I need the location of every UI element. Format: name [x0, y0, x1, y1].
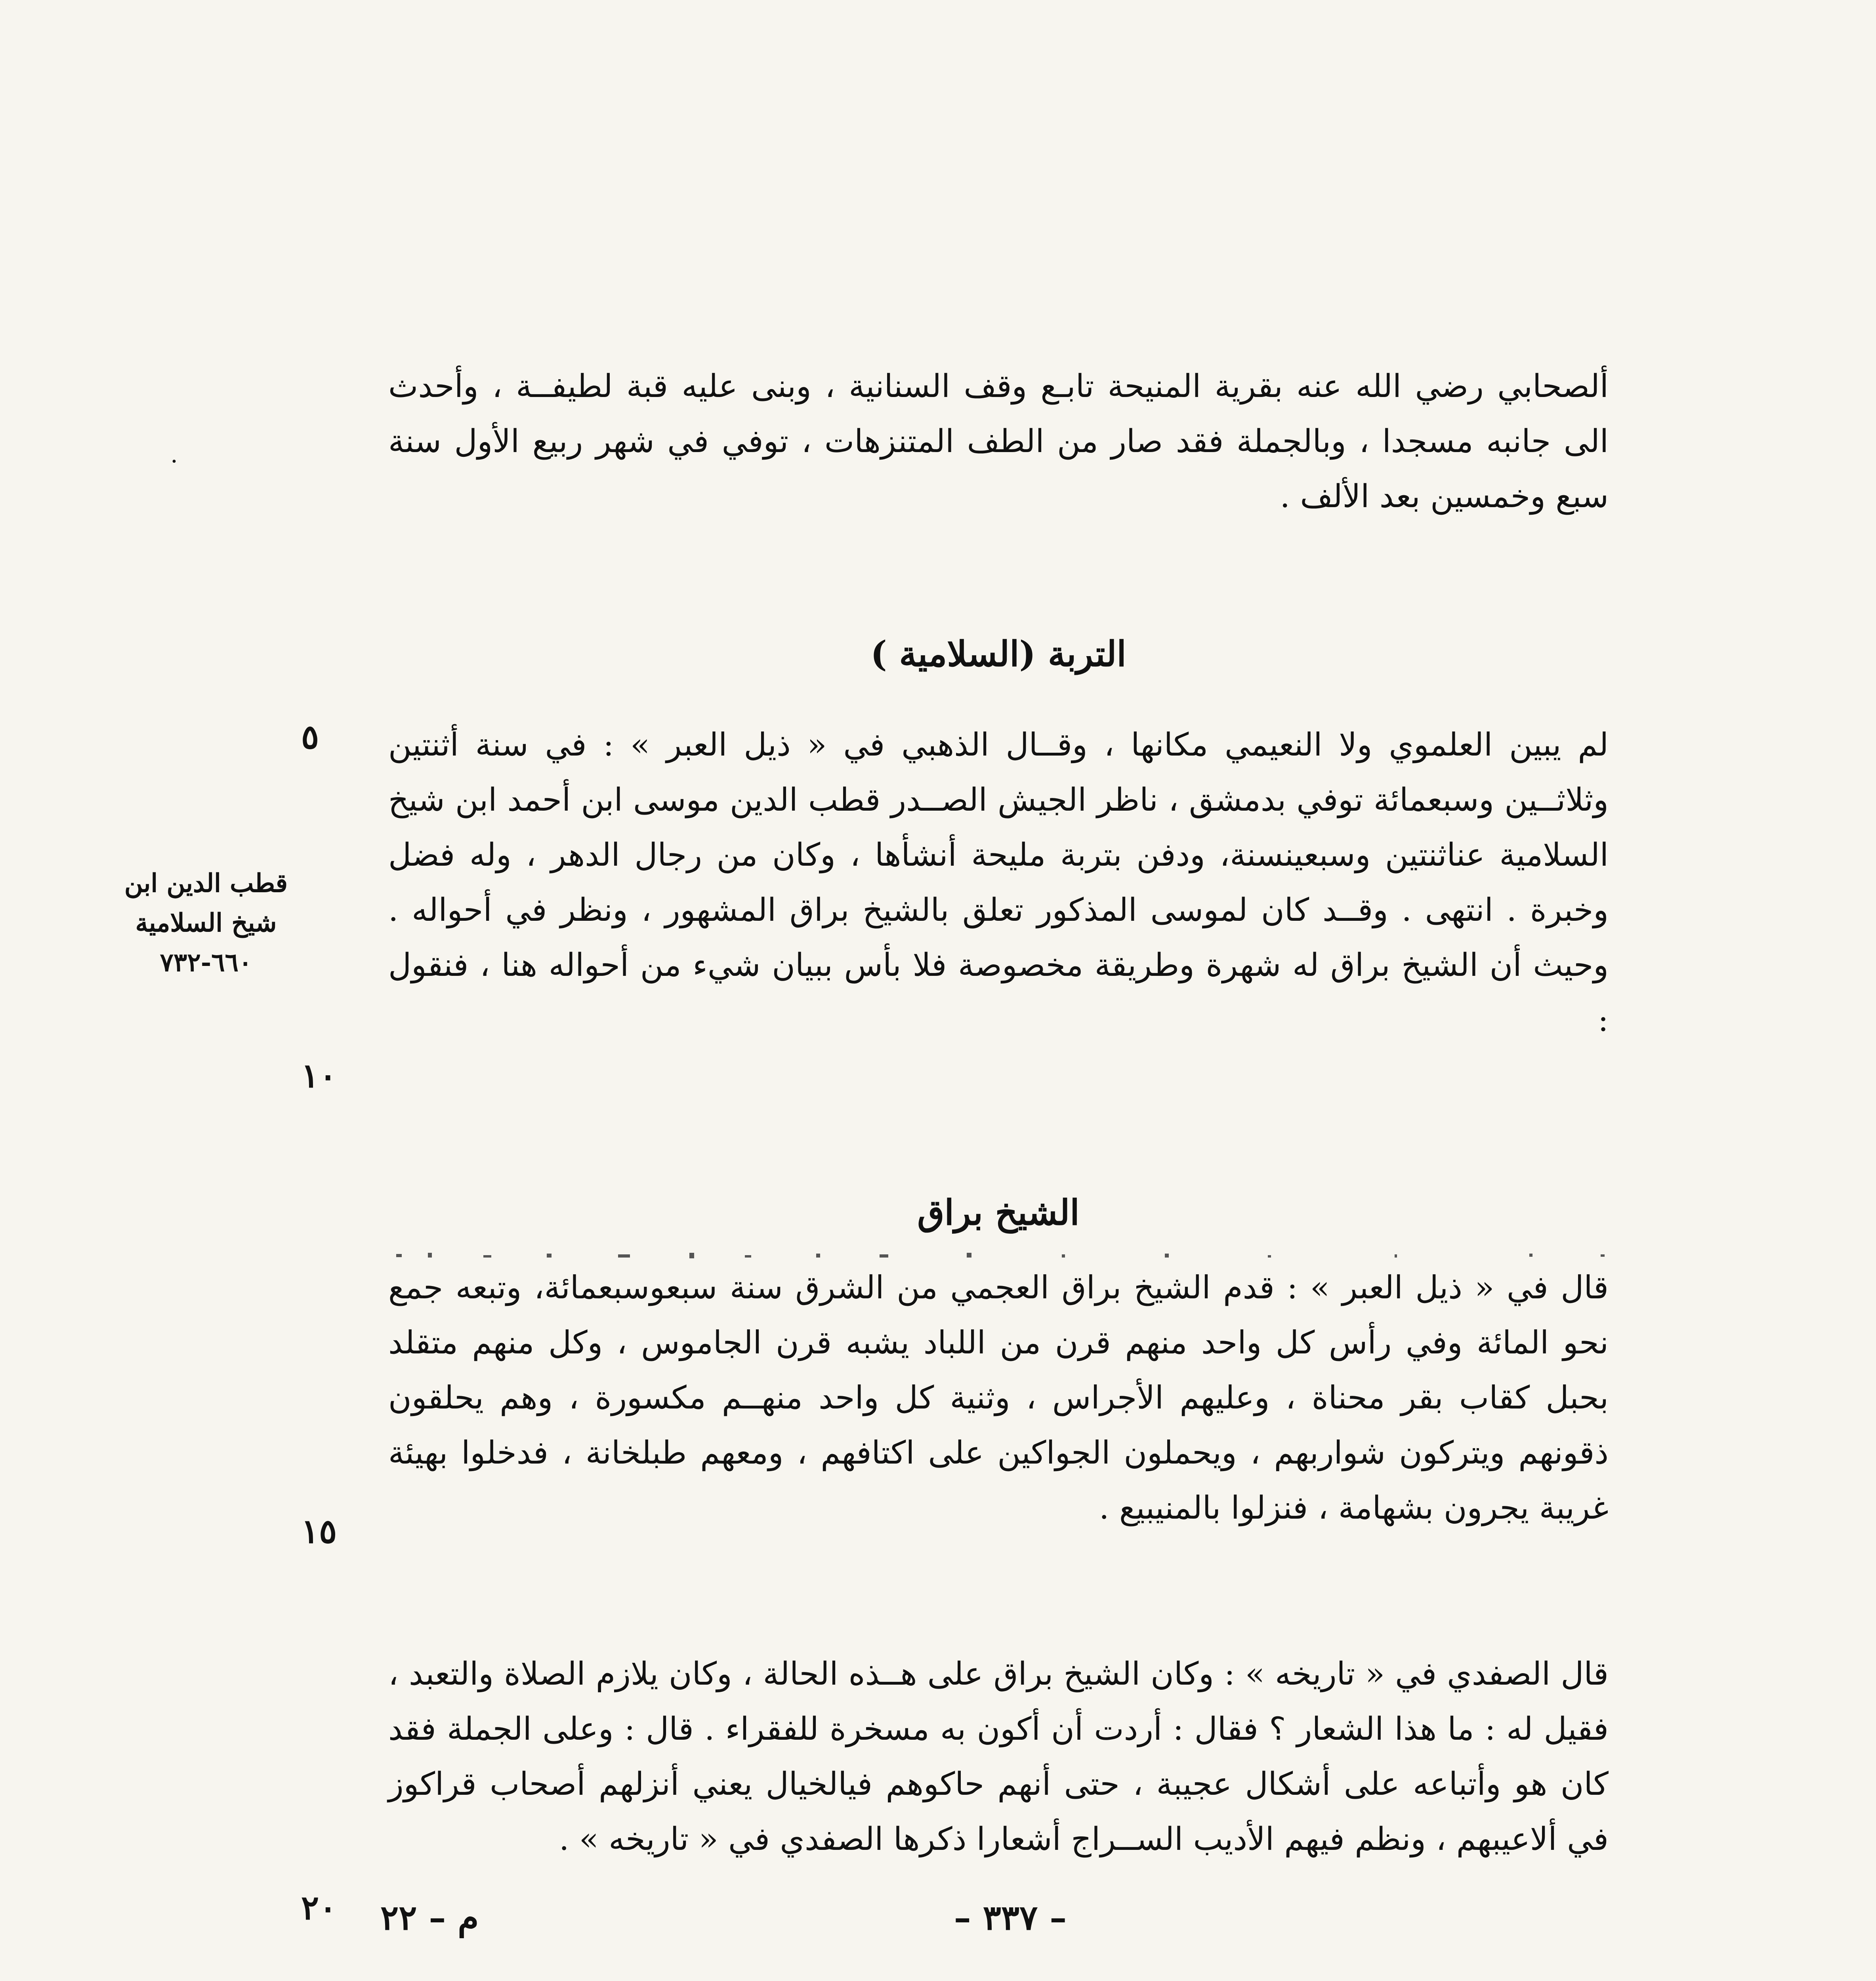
line-number-15: ١٥	[301, 1512, 337, 1551]
line-number-10: ١٠	[301, 1056, 337, 1095]
scan-speck: ·	[170, 448, 178, 475]
signature-mark: م – ٢٢	[380, 1898, 479, 1938]
margin-note-line: قطب الدين ابن	[124, 868, 288, 898]
paragraph-text: قال في « ذيل العبر » : قدم الشيخ براق العجمي من الشرق سنة سبعوسبعمائة، وتبعه جمع نحو المائة وفي رأس كل واحد منهم قرن من اللباد يشبه قرن الجاموس ، وكل منهم متقلد بحبل كقاب بقر محناة ، وعليهم الأجراس ، وثنية كل واحد منهــم مكسورة ، وهم يحلقون ذقونهم ويتركون شواربهم ، ويحملون الجواكين على اكتافهم ، ومعهم طبلخانة ، فدخلوا بهيئة غريبة يجرون بشهامة ، فنزلوا بالمنيبيع .	[388, 1269, 1609, 1526]
paragraph-dhayl-al-ibar	[388, 1260, 1609, 1535]
page-number: – ٣٣٧ –	[954, 1898, 1067, 1938]
line-number-20: ٢٠	[301, 1888, 337, 1927]
line-number-5: ٥	[301, 717, 319, 756]
paragraph-salamiya	[388, 717, 1609, 1048]
paragraph-safadi	[388, 1646, 1609, 1866]
margin-note-dates: ٦٦٠-٧٣٢	[160, 948, 252, 977]
paragraph-text: قال الصفدي في « تاريخه » : وكان الشيخ براق على هــذه الحالة ، وكان يلازم الصلاة والتعبد ، فقيل له : ما هذا الشعار ؟ فقال : أردت أن أكون به مسخرة للفقراء . قال : وعلى الجملة فقد كان هو وأتباعه على أشكال عجيبة ، حتى أنهم حاكوهم فيالخيال يعني أنزلهم أصحاب قراكوز في ألاعيبهم ، ونظم فيهم الأديب الســراج أشعارا ذكرها الصفدي في « تاريخه » .	[388, 1655, 1609, 1857]
paragraph-opening	[388, 359, 1609, 524]
margin-note	[103, 864, 309, 983]
section-heading-sheikh-buraq: الشيخ براق	[917, 1192, 1080, 1233]
section-heading-tarba: التربة (السلامية )	[870, 633, 1126, 674]
margin-note-line: شيخ السلامية	[135, 908, 277, 938]
paragraph-text: لم يبين العلموي ولا النعيمي مكانها ، وقــال الذهبي في « ذيل العبر » : في سنة أثنتين وثلاثــين وسبعمائة توفي بدمشق ، ناظر الجيش الصــدر قطب الدين موسى ابن أحمد ابن شيخ السلامية عناثنتين وسبعينسنة، ودفن بتربة مليحة أنشأها ، وكان من رجال الدهر ، وله فضل وخبرة . انتهى . وقــد كان لموسى المذكور تعلق بالشيخ براق المشهور ، ونظر في أحواله . وحيث أن الشيخ براق له شهرة وطريقة مخصوصة فلا بأس ببيان شيء من أحواله هنا ، فنقول :	[388, 726, 1609, 1038]
paragraph-text: ألصحابي رضي الله عنه بقرية المنيحة تابـع وقف السنانية ، وبنى عليه قبة لطيفــة ، وأحدث الى جانبه مسجدا ، وبالجملة فقد صار من الطف المتنزهات ، توفي في شهر ربيع الأول سنة سبع وخمسين بعد الألف .	[388, 368, 1609, 515]
